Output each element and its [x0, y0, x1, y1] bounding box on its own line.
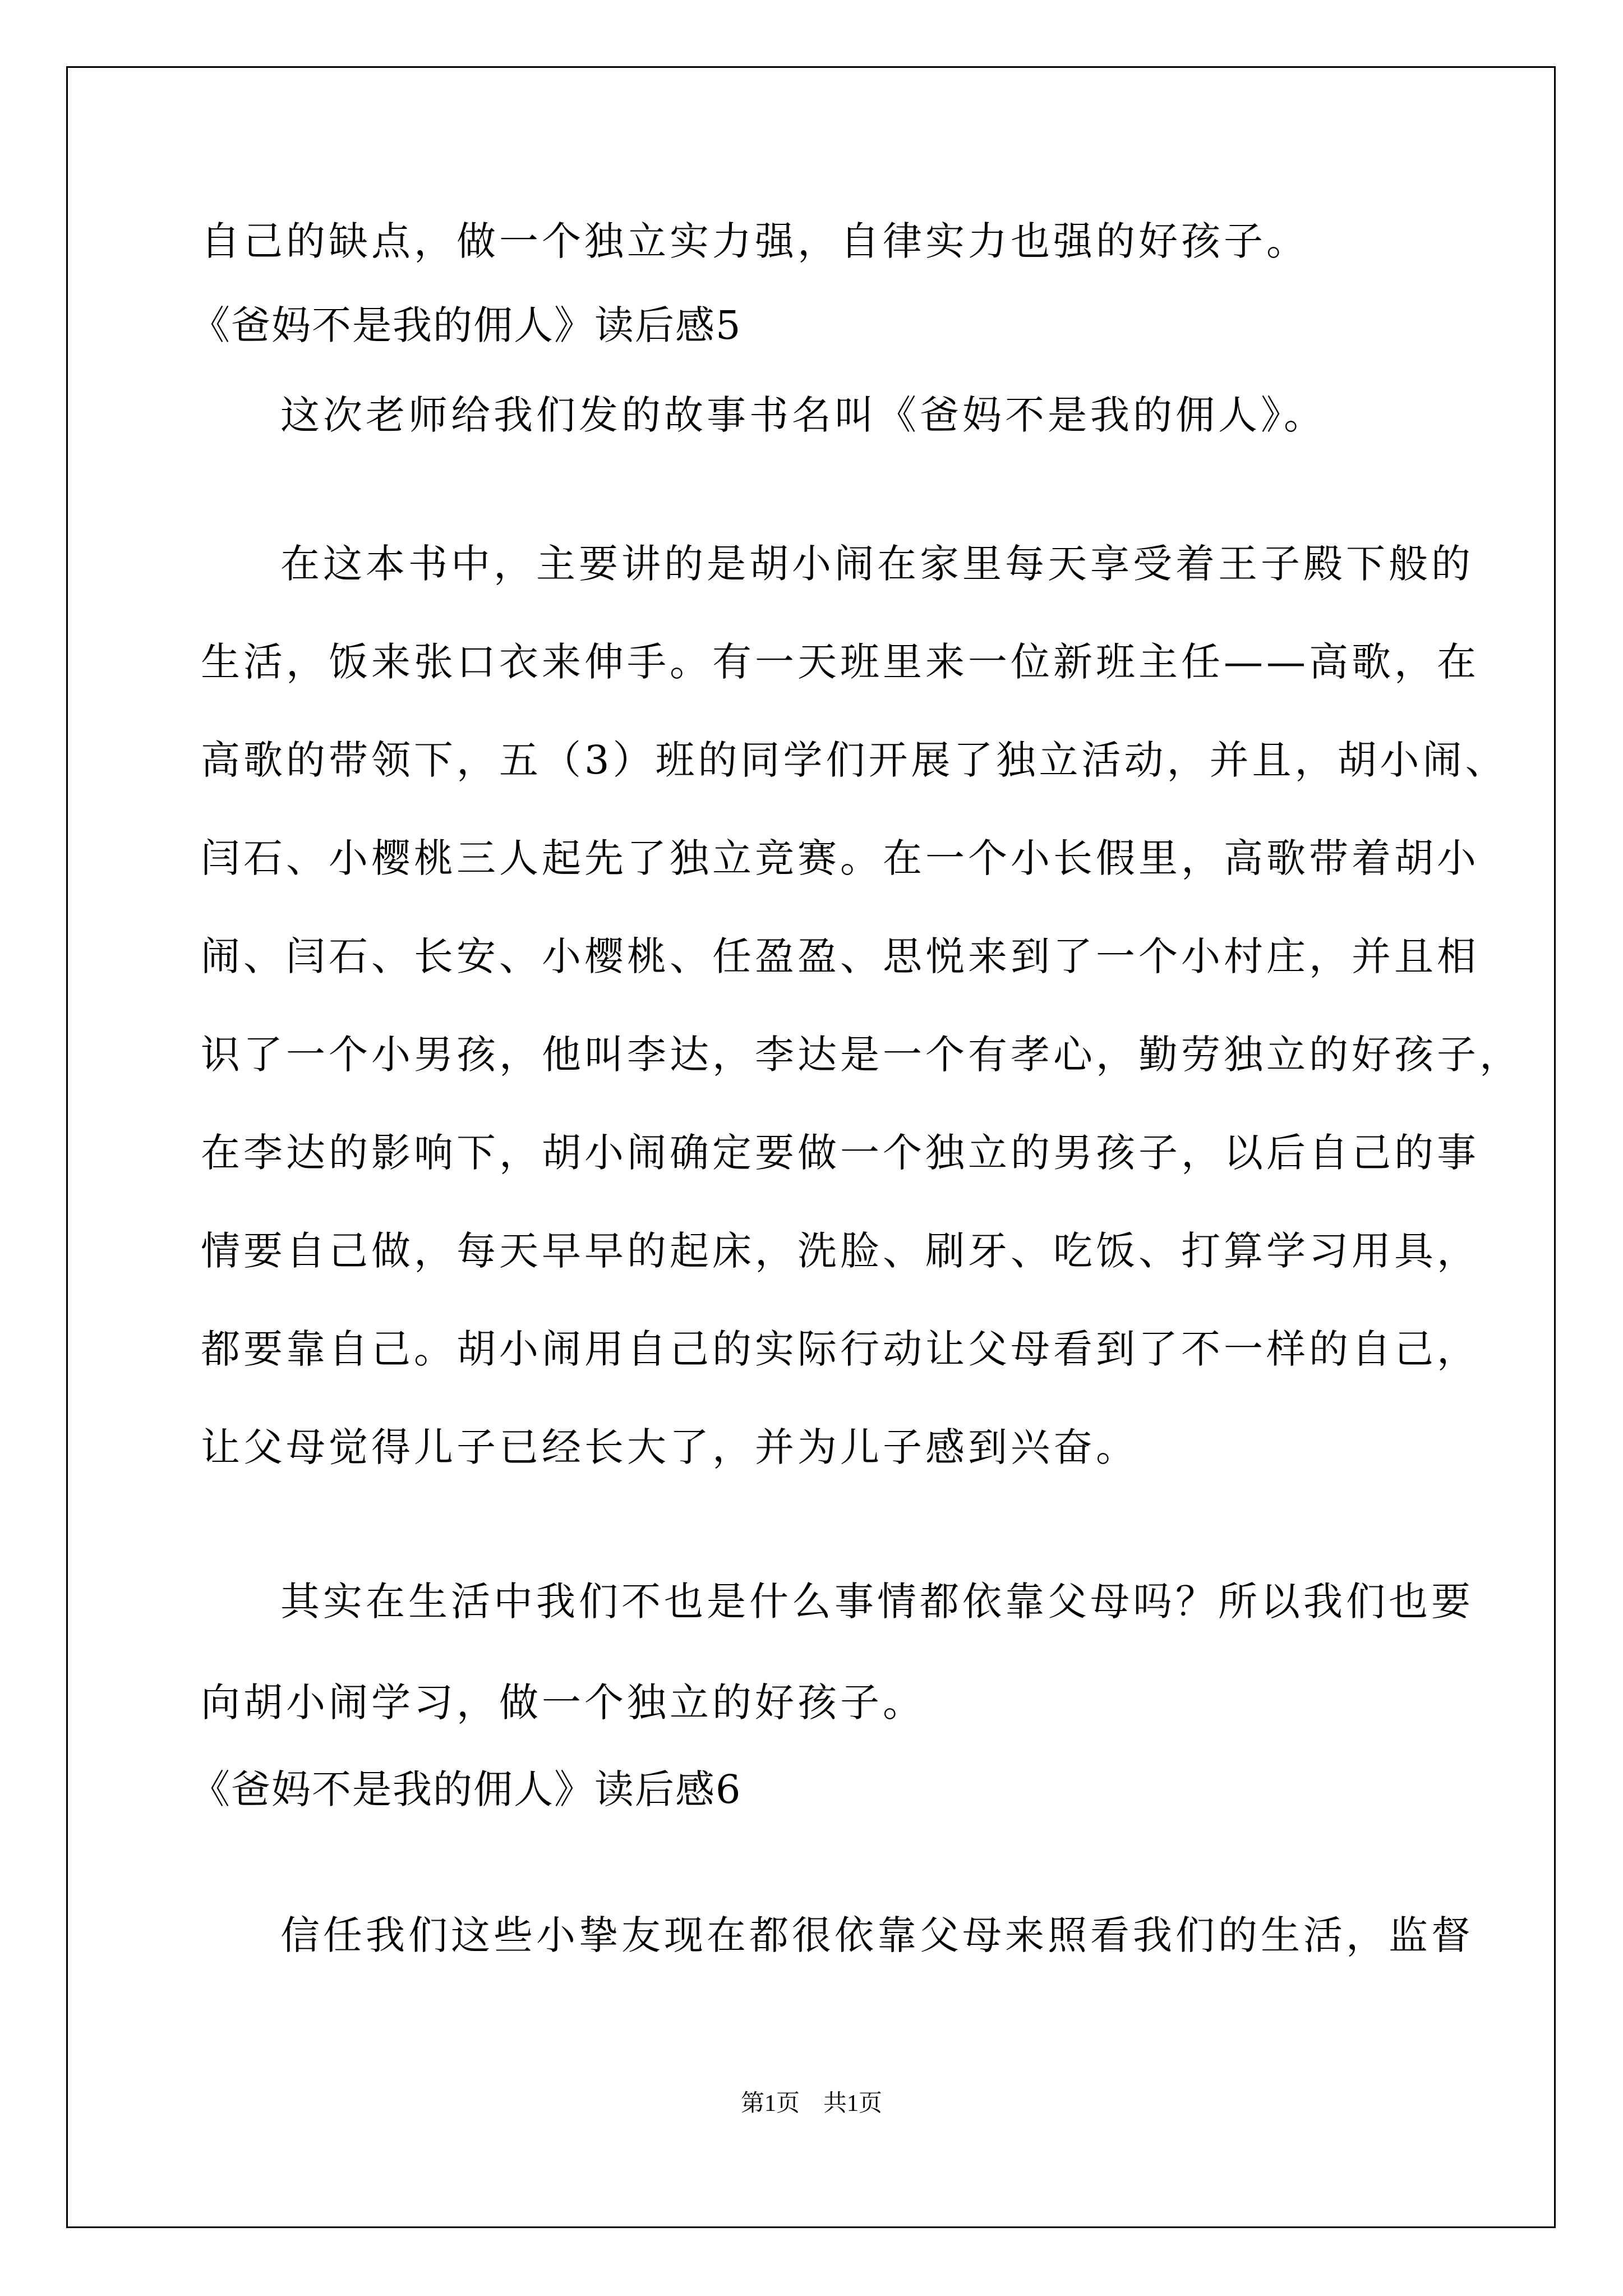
body-line-11: 都要靠自己。胡小闹用自己的实际行动让父母看到了不一样的自己， — [201, 1326, 1479, 1372]
body-line-10: 情要自己做，每天早早的起床，洗脸、刷牙、吃饭、打算学习用具， — [201, 1228, 1479, 1274]
section-heading-5: 《爸妈不是我的佣人》读后感5 — [191, 302, 742, 348]
body-line-14: 向胡小闹学习，做一个独立的好孩子。 — [201, 1680, 925, 1726]
body-line-2: 这次老师给我们发的故事书名叫《爸妈不是我的佣人》。 — [280, 392, 1326, 438]
body-line-9: 在李达的影响下，胡小闹确定要做一个独立的男孩子，以后自己的事 — [201, 1130, 1479, 1176]
body-line-13: 其实在生活中我们不也是什么事情都依靠父母吗？所以我们也要 — [280, 1579, 1474, 1625]
body-line-1: 自己的缺点，做一个独立实力强，自律实力也强的好孩子。 — [201, 218, 1309, 264]
body-line-6: 闫石、小樱桃三人起先了独立竞赛。在一个小长假里，高歌带着胡小 — [201, 835, 1479, 881]
body-line-12: 让父母觉得儿子已经长大了，并为儿子感到兴奋。 — [201, 1424, 1138, 1470]
body-line-5: 高歌的带领下，五（3）班的同学们开展了独立活动，并且，胡小闹、 — [201, 737, 1508, 783]
body-line-8: 识了一个小男孩，他叫李达，李达是一个有孝心，勤劳独立的好孩子， — [201, 1032, 1522, 1078]
body-line-7: 闹、闫石、长安、小樱桃、任盈盈、思悦来到了一个小村庄，并且相 — [201, 933, 1479, 979]
body-line-4: 生活，饭来张口衣来伸手。有一天班里来一位新班主任——高歌，在 — [201, 639, 1479, 685]
body-line-15: 信任我们这些小挚友现在都很依靠父母来照看我们的生活，监督 — [280, 1912, 1474, 1958]
body-line-3: 在这本书中，主要讲的是胡小闹在家里每天享受着王子殿下般的 — [280, 541, 1474, 587]
section-heading-6: 《爸妈不是我的佣人》读后感6 — [191, 1766, 742, 1812]
page-number: 第1页 共1页 — [740, 2091, 882, 2116]
